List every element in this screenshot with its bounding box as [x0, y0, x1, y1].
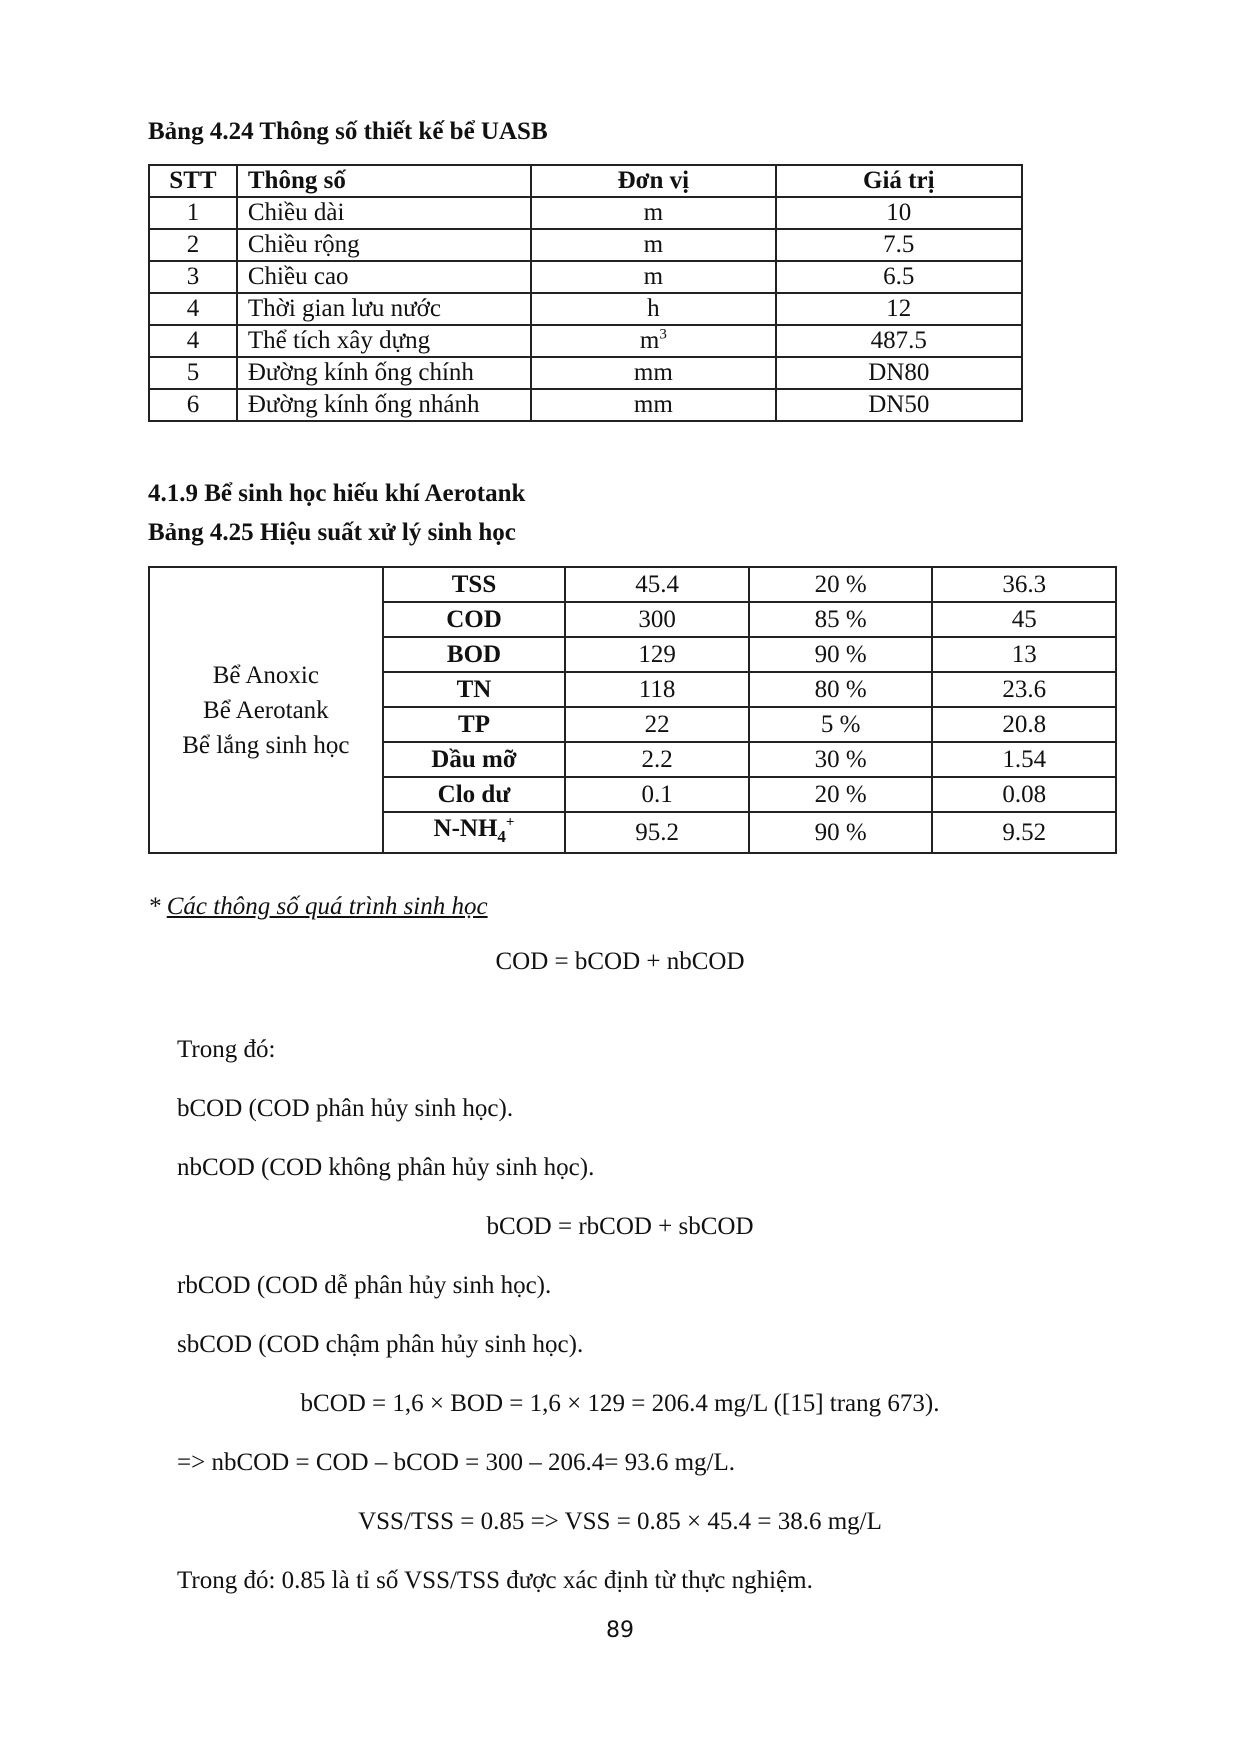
cell-param: Đường kính ống chính: [237, 357, 531, 389]
cell-param: Dầu mỡ: [383, 742, 566, 777]
cell-output: 20.8: [932, 707, 1116, 742]
cell-param: Thời gian lưu nước: [237, 293, 531, 325]
cell-value: 7.5: [776, 229, 1022, 261]
cell-unit: $m^3$: [531, 325, 775, 357]
equation-vss: VSS/TSS = 0.85 => VSS = 0.85 × 45.4 = 38.6 mg/L: [358, 1508, 882, 1535]
cell-output: 0.08: [932, 777, 1116, 812]
note-text: Các thông số quá trình sinh học: [166, 893, 488, 920]
table-row: [149, 389, 1022, 421]
cell-stt: 4: [149, 325, 237, 357]
cell-output: 36.3: [932, 567, 1116, 602]
cell-output: 23.6: [932, 672, 1116, 707]
cell-param: Clo dư: [383, 777, 566, 812]
cell-param: Chiều dài: [237, 197, 531, 229]
header-value: Giá trị: [776, 165, 1022, 197]
cell-output: 1.54: [932, 742, 1116, 777]
cell-eff: 20 %: [749, 777, 933, 812]
cell-unit: mm: [531, 389, 775, 421]
cell-stt: 4: [149, 293, 237, 325]
group-line: Bể lắng sinh học: [182, 731, 350, 759]
section-heading: 4.1.9 Bể sinh học hiếu khí Aerotank: [148, 480, 526, 507]
cell-output: 13: [932, 637, 1116, 672]
cell-eff: 90 %: [749, 637, 933, 672]
cell-input: 2.2: [565, 742, 749, 777]
cell-param: $N-NH_4^+$: [383, 812, 566, 853]
cell-input: 22: [565, 707, 749, 742]
cell-stt: 5: [149, 357, 237, 389]
cell-eff: 90 %: [749, 812, 933, 853]
cell-eff: 85 %: [749, 602, 933, 637]
uasb-design-table: [148, 164, 1023, 422]
note-line: [148, 893, 488, 921]
table-row: [149, 567, 1116, 602]
table-row: [149, 293, 1022, 325]
equation-bcod: bCOD = rbCOD + sbCOD: [486, 1213, 754, 1240]
cell-unit: m: [531, 261, 775, 293]
cell-eff: 20 %: [749, 567, 933, 602]
group-cell: [149, 567, 383, 853]
paragraph-trong-do: Trong đó:: [177, 1036, 276, 1063]
cell-param: Thể tích xây dựng: [237, 325, 531, 357]
cell-input: 118: [565, 672, 749, 707]
paragraph-rbcod: rbCOD (COD dễ phân hủy sinh học).: [177, 1272, 552, 1299]
cell-eff: 5 %: [749, 707, 933, 742]
cell-unit: h: [531, 293, 775, 325]
table-row: [149, 357, 1022, 389]
note-prefix: *: [148, 893, 167, 920]
cell-input: 300: [565, 602, 749, 637]
header-stt: STT: [149, 165, 237, 197]
cell-eff: 80 %: [749, 672, 933, 707]
table1-caption: Bảng 4.24 Thông số thiết kế bể UASB: [148, 118, 548, 145]
cell-unit: m: [531, 229, 775, 261]
cell-output: 45: [932, 602, 1116, 637]
cell-param: TN: [383, 672, 566, 707]
cell-param: Đường kính ống nhánh: [237, 389, 531, 421]
group-line: Bể Anoxic: [212, 661, 319, 689]
equation-cod: COD = bCOD + nbCOD: [495, 948, 745, 975]
cell-value: 10: [776, 197, 1022, 229]
cell-input: 45.4: [565, 567, 749, 602]
paragraph-vss-note: Trong đó: 0.85 là tỉ số VSS/TSS được xác định từ thực nghiệm.: [177, 1567, 813, 1594]
bio-efficiency-table: [148, 566, 1117, 854]
cell-output: 9.52: [932, 812, 1116, 853]
table2-caption: Bảng 4.25 Hiệu suất xử lý sinh học: [148, 519, 516, 546]
cell-eff: 30 %: [749, 742, 933, 777]
table-row: [149, 197, 1022, 229]
cell-value: 12: [776, 293, 1022, 325]
cell-param: Chiều cao: [237, 261, 531, 293]
table-row: [149, 229, 1022, 261]
cell-value: 6.5: [776, 261, 1022, 293]
cell-stt: 2: [149, 229, 237, 261]
cell-param: COD: [383, 602, 566, 637]
cell-value: DN80: [776, 357, 1022, 389]
group-line: Bể Aerotank: [203, 696, 329, 724]
paragraph-nbcod-calc: => nbCOD = COD – bCOD = 300 – 206.4= 93.6 mg/L.: [177, 1449, 736, 1476]
header-unit: Đơn vị: [531, 165, 775, 197]
cell-param: TP: [383, 707, 566, 742]
table-header-row: [149, 165, 1022, 197]
cell-input: 129: [565, 637, 749, 672]
table-row: [149, 325, 1022, 357]
cell-input: 0.1: [565, 777, 749, 812]
cell-unit: mm: [531, 357, 775, 389]
cell-param: TSS: [383, 567, 566, 602]
header-param: Thông số: [237, 165, 531, 197]
cell-value: DN50: [776, 389, 1022, 421]
cell-input: 95.2: [565, 812, 749, 853]
paragraph-nbcod: nbCOD (COD không phân hủy sinh học).: [177, 1154, 595, 1181]
cell-stt: 1: [149, 197, 237, 229]
table-row: [149, 261, 1022, 293]
cell-stt: 3: [149, 261, 237, 293]
equation-bcod-calc: bCOD = 1,6 × BOD = 1,6 × 129 = 206.4 mg/L ([15] trang 673).: [300, 1390, 940, 1417]
page-number: 89: [606, 1618, 634, 1643]
cell-stt: 6: [149, 389, 237, 421]
cell-param: Chiều rộng: [237, 229, 531, 261]
cell-unit: m: [531, 197, 775, 229]
cell-value: 487.5: [776, 325, 1022, 357]
paragraph-sbcod: sbCOD (COD chậm phân hủy sinh học).: [177, 1331, 584, 1358]
paragraph-bcod: bCOD (COD phân hủy sinh học).: [177, 1095, 514, 1122]
cell-param: BOD: [383, 637, 566, 672]
